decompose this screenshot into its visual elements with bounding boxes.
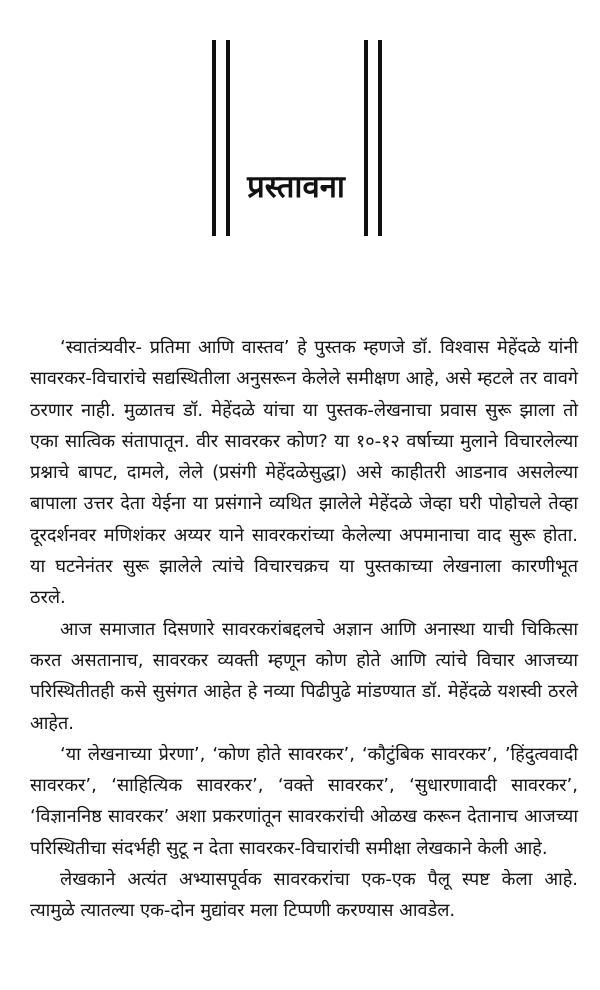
paragraph-3: ‘या लेखनाच्या प्रेरणा’, ‘कोण होते सावरकर’, ‘कौटुंबिक सावरकर’, ’हिंदुत्ववादी सावरकर’, ‘साहित्यिक सावरकर’, ‘वक्ते सावरकर’, ‘सुधारणावादी सावरकर’, ‘विज्ञाननिष्ठ सावरकर’ अशा प्रकरणांतून सावरकरांची ओळख करून देतानाच आजच्या परिस्थितीचा संदर्भही सुटू न देता सावरकर-विचारांची समीक्षा लेखकाने केली आहे. <box>30 743 578 859</box>
paragraph-2: आज समाजात दिसणारे सावरकरांबद्दलचे अज्ञान आणि अनास्था याची चिकित्सा करत असतानाच, सावरकर व्यक्ती म्हणून कोण होते आणि त्यांचे विचार आजच्या परिस्थितीतही कसे सुसंगत आहेत हे नव्या पिढीपुढे मांडण्यात डॉ. मेहेंदळे यशस्वी ठरले आहेत. <box>30 618 578 734</box>
left-inner-rule <box>226 40 230 236</box>
paragraph-1: ‘स्वातंत्र्यवीर- प्रतिमा आणि वास्तव’ हे पुस्तक म्हणजे डॉ. विश्वास मेहेंदळे यांनी सावरकर-विचारांचे सद्यस्थितीला अनुसरून केलेले समीक्षण आहे, असे म्हटले तर वावगे ठरणार नाही. मुळातच डॉ. मेहेंदळे यांचा या पुस्तक-लेखनाचा प्रवास सुरू झाला तो एका सात्विक संतापातून. वीर सावरकर कोण? या १०-१२ वर्षाच्या मुलाने विचारलेल्या प्रश्नाचे बापट, दामले, लेले (प्रसंगी मेहेंदळेसुद्धा) असे काहीतरी आडनाव असलेल्या बापाला उत्तर देता येईना या प्रसंगाने व्यथित झालेले मेहेंदळे जेव्हा घरी पोहोचले तेव्हा दूरदर्शनवर मणिशंकर अय्यर याने सावरकरांच्या केलेल्या अपमानाचा वाद सुरू होता. या घटनेनंतर सुरू झालेले त्यांचे विचारचक्रच या पुस्तकाच्या लेखनाला कारणीभूत ठरले. <box>30 337 578 609</box>
left-outer-rule <box>212 40 216 236</box>
right-inner-rule <box>364 40 368 236</box>
right-outer-rule <box>378 40 382 236</box>
heading-box <box>232 160 360 212</box>
paragraph-4: लेखकाने अत्यंत अभ्यासपूर्वक सावरकरांचा एक-एक पैलू स्पष्ट केला आहे. त्यामुळे त्यातल्या एक-दोन मुद्यांवर मला टिप्पणी करण्यास आवडेल. <box>30 869 578 922</box>
body-text <box>30 332 578 927</box>
page-title: प्रस्तावना <box>247 169 345 205</box>
